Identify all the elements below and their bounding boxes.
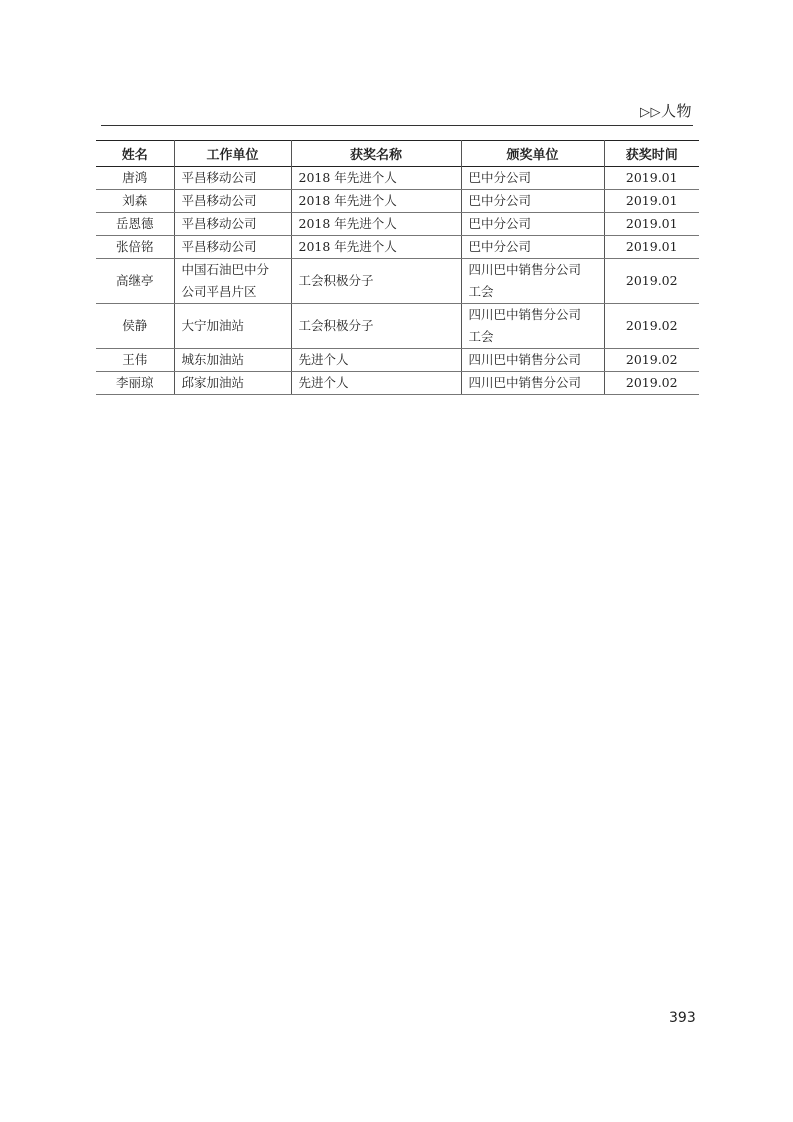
cell-award: 2018 年先进个人 [291,190,461,213]
cell-date: 2019.02 [604,372,699,395]
cell-date: 2019.01 [604,190,699,213]
cell-issuer: 巴中分公司 [461,236,604,259]
column-header-award: 获奖名称 [291,141,461,167]
cell-award: 工会积极分子 [291,304,461,349]
table-row [96,213,699,236]
cell-award: 2018 年先进个人 [291,213,461,236]
cell-unit: 邱家加油站 [174,372,291,395]
table-row [96,236,699,259]
cell-date: 2019.02 [604,304,699,349]
cell-unit: 平昌移动公司 [174,213,291,236]
cell-name: 高继亭 [96,259,174,304]
cell-unit [174,259,291,304]
cell-award: 2018 年先进个人 [291,167,461,190]
cell-issuer: 四川巴中销售分公司 [461,349,604,372]
double-triangle-icon: ▷▷ [639,105,661,120]
cell-issuer [461,259,604,304]
cell-issuer-line: 工会 [468,284,494,299]
cell-award: 先进个人 [291,349,461,372]
cell-date: 2019.01 [604,213,699,236]
cell-issuer [461,304,604,349]
page-number: 393 [669,1010,696,1026]
cell-name: 岳恩德 [96,213,174,236]
table-row [96,190,699,213]
cell-unit-line: 中国石油巴中分 [181,262,270,277]
section-title: 人物 [660,102,692,120]
table-row [96,259,699,304]
cell-issuer-line: 四川巴中销售分公司 [468,307,582,322]
table-row [96,372,699,395]
column-header-date: 获奖时间 [604,141,699,167]
column-header-issuer: 颁奖单位 [461,141,604,167]
cell-issuer-line: 工会 [468,329,494,344]
cell-unit: 平昌移动公司 [174,236,291,259]
cell-issuer-line: 四川巴中销售分公司 [468,262,582,277]
table-row [96,349,699,372]
cell-issuer: 巴中分公司 [461,167,604,190]
cell-issuer: 巴中分公司 [461,190,604,213]
cell-award: 工会积极分子 [291,259,461,304]
cell-date: 2019.01 [604,167,699,190]
cell-unit: 大宁加油站 [174,304,291,349]
cell-date: 2019.02 [604,259,699,304]
cell-name: 李丽琼 [96,372,174,395]
table-row [96,167,699,190]
cell-issuer: 四川巴中销售分公司 [461,372,604,395]
cell-unit: 平昌移动公司 [174,167,291,190]
cell-name: 王伟 [96,349,174,372]
cell-date: 2019.02 [604,349,699,372]
cell-name: 侯静 [96,304,174,349]
table-row [96,304,699,349]
cell-award: 2018 年先进个人 [291,236,461,259]
running-header [640,100,692,121]
header-rule [101,125,693,126]
cell-unit: 平昌移动公司 [174,190,291,213]
cell-award: 先进个人 [291,372,461,395]
cell-name: 张倍铭 [96,236,174,259]
column-header-name: 姓名 [121,148,148,163]
cell-name: 唐鸿 [96,167,174,190]
cell-issuer: 巴中分公司 [461,213,604,236]
awards-table [96,140,699,395]
cell-unit-line: 公司平昌片区 [181,284,257,299]
table-header-row [96,141,699,167]
cell-name: 刘森 [96,190,174,213]
cell-unit: 城东加油站 [174,349,291,372]
cell-date: 2019.01 [604,236,699,259]
column-header-unit: 工作单位 [174,141,291,167]
